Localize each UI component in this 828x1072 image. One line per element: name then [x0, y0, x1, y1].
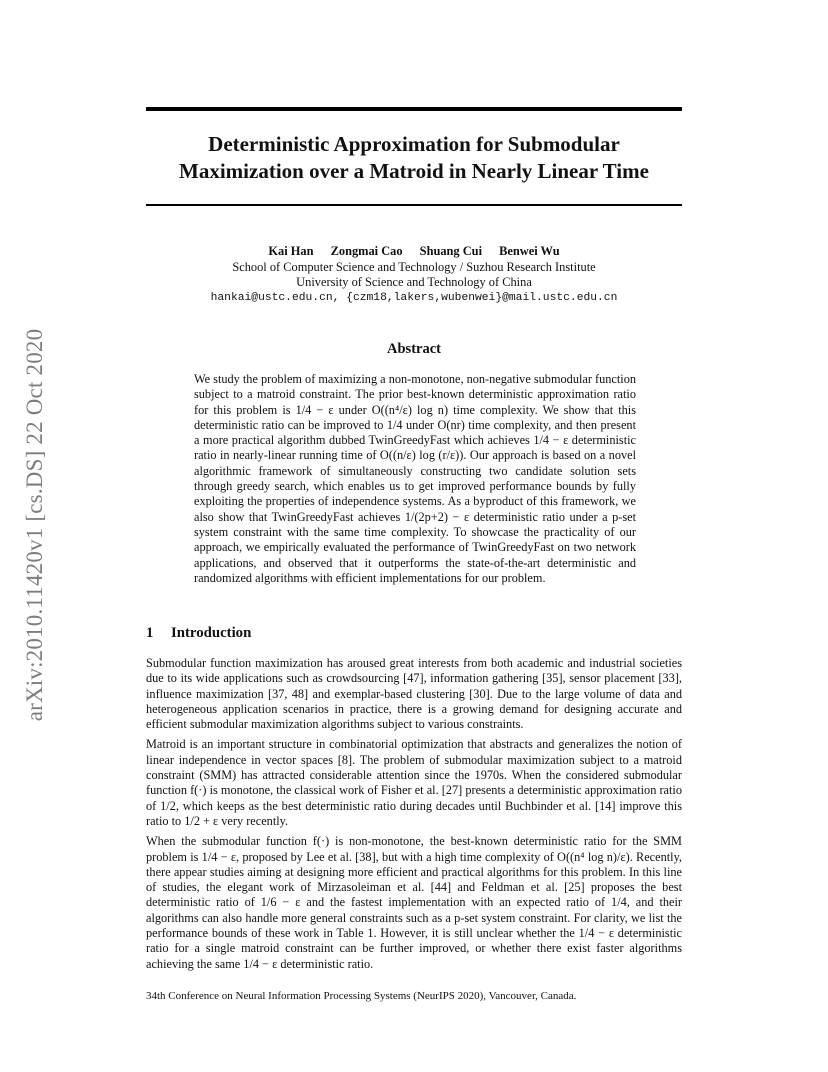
section-number: 1 [146, 625, 154, 641]
title-top-rule [146, 107, 682, 111]
title-line-2: Maximization over a Matroid in Nearly Linear Time [179, 159, 649, 183]
author-names [146, 244, 682, 260]
intro-paragraph: When the submodular function f(·) is non-monotone, the best-known deterministic ratio for the SMM problem is 1/4 − ε, proposed by Lee et al. [38], but with a high time complexity of O((n⁴ log n)/ε). Recently, there appear studies aiming at designing more efficient and practical algorithms for this problem. In this line of studies, the elegant work of Mirzasoleiman et al. [44] and Feldman et al. [25] proposes the best deterministic ratio of 1/6 − ε and the fastest implementation with an expected ratio of 1/4, and their algorithms can also handle more general constraints such as a p-set system constraint. For clarity, we list the performance bounds of these work in Table 1. However, it is still unclear whether the 1/4 − ε deterministic ratio for a single matroid constraint can be further improved, or whether there exist faster algorithms achieving the same 1/4 − ε deterministic ratio. [146, 834, 682, 971]
author-name: Kai Han [268, 244, 314, 258]
title-line-1: Deterministic Approximation for Submodular [208, 132, 620, 156]
author-emails: hankai@ustc.edu.cn, {czm18,lakers,wubenwei}@mail.ustc.edu.cn [210, 291, 618, 304]
intro-paragraph: Submodular function maximization has aroused great interests from both academic and industrial societies due to its wide applications such as crowdsourcing [47], information gathering [35], sensor placement [33], influence maximization [37, 48] and exemplar-based clustering [30]. Due to the large volume of data and heterogeneous application scenarios in practice, there is a growing demand for designing accurate and efficient submodular maximization algorithms subject to various constraints. [146, 656, 682, 732]
abstract-heading: Abstract [387, 341, 441, 357]
author-block [146, 244, 682, 306]
introduction-body [146, 656, 682, 977]
author-name: Benwei Wu [499, 244, 560, 258]
affiliation-line-1: School of Computer Science and Technology / Suzhou Research Institute [232, 259, 596, 274]
author-name: Shuang Cui [419, 244, 483, 258]
affiliation-line-2: University of Science and Technology of China [296, 275, 532, 290]
intro-paragraph: Matroid is an important structure in combinatorial optimization that abstracts and generalizes the notion of linear independence in vector spaces [8]. The problem of submodular maximization subject to a matroid constraint (SMM) has attracted considerable attention since the 1970s. When the considered submodular function f(·) is monotone, the classical work of Fisher et al. [27] presents a deterministic approximation ratio of 1/2, which keeps as the best deterministic ratio during decades until Buchbinder et al. [14] improve this ratio to 1/2 + ε very recently. [146, 737, 682, 828]
section-title: Introduction [171, 625, 252, 641]
paper-title [146, 131, 682, 185]
title-bottom-rule [146, 204, 682, 206]
arxiv-stamp-text: arXiv:2010.11420v1 [cs.DS] 22 Oct 2020 [22, 328, 47, 722]
arxiv-stamp [20, 290, 50, 760]
section-heading-introduction [146, 625, 682, 642]
abstract-body: We study the problem of maximizing a non-monotone, non-negative submodular function subject to a matroid constraint. The prior best-known deterministic approximation ratio for this problem is 1/4 − ε under O((n⁴/ε) log n) time complexity. We show that this deterministic ratio can be improved to 1/4 under O(nr) time complexity, and then present a more practical algorithm dubbed TwinGreedyFast which achieves 1/4 − ε deterministic ratio in nearly-linear running time of O((n/ε) log (r/ε)). Our approach is based on a novel algorithmic framework of simultaneously constructing two candidate solution sets through greedy search, which enables us to get improved performance bounds by fully exploiting the properties of independence systems. As a byproduct of this framework, we also show that TwinGreedyFast achieves 1/(2p+2) − ε deterministic ratio under a p-set system constraint with the same time complexity. To showcase the practicality of our approach, we empirically evaluated the performance of TwinGreedyFast on two network applications, and observed that it outperforms the state-of-the-art deterministic and randomized algorithms with efficient implementations for our problem. [194, 372, 636, 585]
conference-footer: 34th Conference on Neural Information Processing Systems (NeurIPS 2020), Vancouver, Canada. [146, 990, 577, 1002]
author-name: Zongmai Cao [330, 244, 403, 258]
